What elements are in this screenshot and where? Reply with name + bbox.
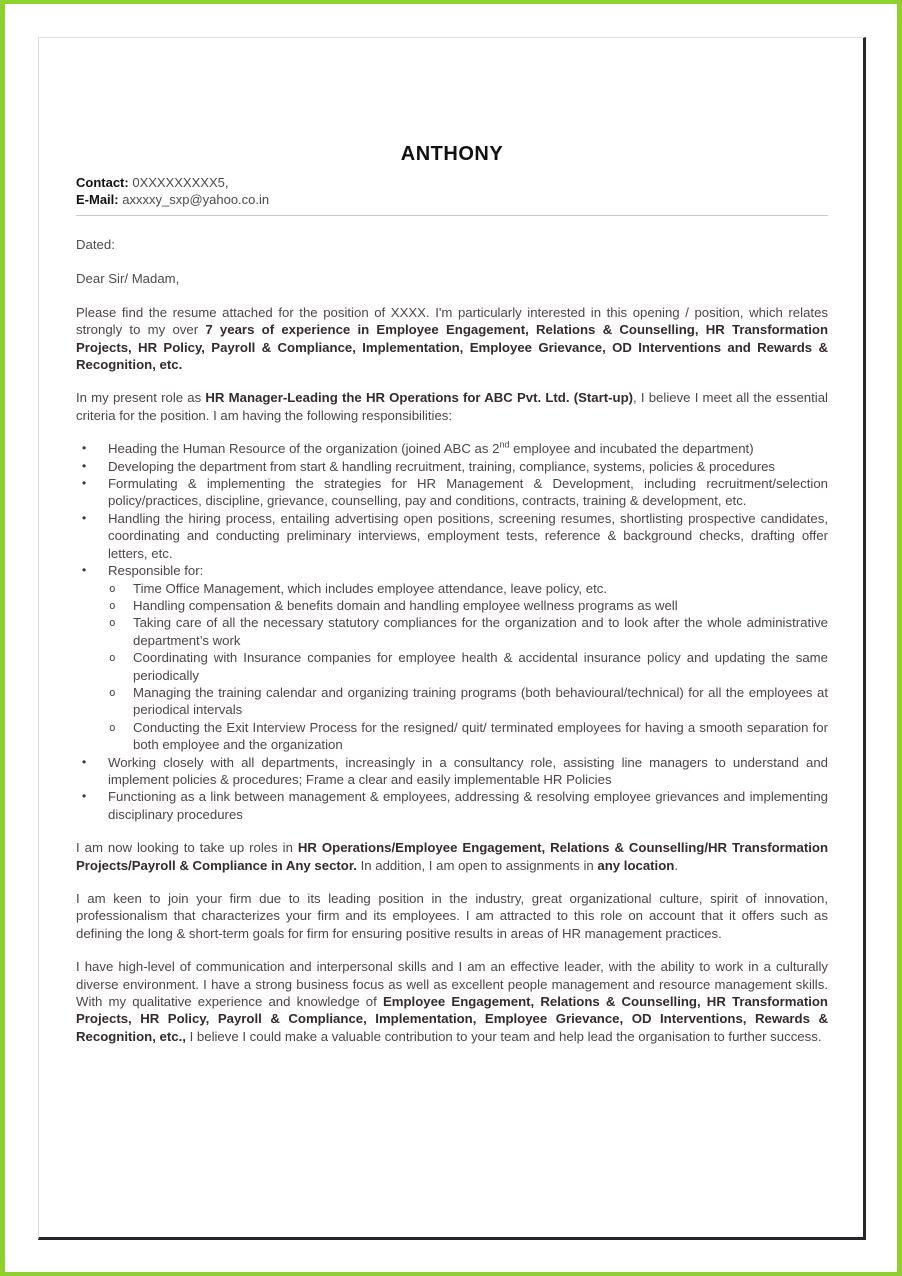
text-run: Employee Engagement, Relations & Counselling, HR Transformation Projects, HR Policy, Payroll & Compliance, Implementation, Employee Grievance, OD Interventions, Rewards & Recognition, etc., — [76, 994, 828, 1044]
bullet-item — [76, 788, 828, 823]
bullet-text — [108, 789, 828, 821]
paragraph-intro — [76, 304, 828, 374]
text-run: Please find the resume attached for the position of XXXX. I'm particularly interested in this opening / position, which relates strongly to my over — [76, 304, 828, 338]
contact-block — [76, 174, 828, 216]
bullet-item — [76, 458, 828, 475]
text-run: Managing the training calendar and organizing training programs (both behavioural/technical) for all the employees at periodical intervals — [133, 684, 828, 718]
text-run: nd — [499, 439, 510, 450]
bullet-disc-icon: • — [82, 754, 87, 769]
bullet-item — [76, 562, 828, 579]
text-run: HR Operations/Employee Engagement, Relations & Counselling/HR Transformation Projects/Payroll & Compliance in Any sector. — [76, 840, 829, 873]
text-run: HR Manager-Leading the HR Operations for ABC Pvt. Ltd. (Start-up) — [205, 390, 634, 406]
text-run: I am now looking to take up roles in — [76, 840, 298, 856]
contact-line — [76, 174, 828, 191]
bullet-text — [133, 650, 828, 682]
text-run: In my present role as — [76, 390, 206, 406]
text-run: Developing the department from start & handling recruitment, training, compliance, systems, policies & procedures — [108, 458, 776, 474]
bullet-text — [108, 476, 828, 508]
bullet-circle-icon: o — [109, 598, 116, 612]
email-label: E-Mail: — [76, 192, 119, 207]
text-run: Responsible for: — [108, 563, 204, 579]
bullet-disc-icon: • — [82, 789, 87, 804]
bullet-item — [76, 440, 828, 457]
text-run: Time Office Management, which includes employee attendance, leave policy, etc. — [133, 580, 608, 596]
salutation: Dear Sir/ Madam, — [76, 271, 180, 287]
sub-bullet-item — [76, 649, 828, 684]
bullet-circle-icon: o — [109, 685, 116, 699]
letter-title: ANTHONY — [400, 143, 504, 165]
bullet-circle-icon: o — [109, 651, 116, 665]
letter-content — [76, 38, 828, 1045]
text-run: Working closely with all departments, increasingly in a consultancy role, assisting line managers to understand and implement policies & procedures; Frame a clear and easily implementable HR Policies — [108, 754, 828, 787]
sub-bullet-item — [76, 614, 828, 649]
text-run: 7 years of experience in Employee Engagement, Relations & Counselling, HR Transformation Projects, HR Policy, Payroll & Compliance, Implementation, Employee Grievance, OD Interventions and Rewards & Recognition, etc. — [76, 322, 829, 373]
paragraph-skills-closing — [76, 958, 828, 1045]
contact-label: Contact: — [76, 175, 129, 190]
paragraph-present-role — [76, 389, 828, 424]
text-run: . — [674, 857, 679, 873]
text-run: I am keen to join your firm due to its leading position in the industry, great organizational culture, spirit of innovation, professionalism that characterizes your firm and its employees. I am attracted to this role on account that it offers such as defining the long & short-term goals for firm for ensuring positive results in areas of HR management practices. — [76, 891, 828, 941]
bullet-text — [133, 720, 828, 752]
paragraph-target-roles — [76, 839, 828, 874]
responsibilities-list — [76, 440, 828, 823]
text-run: employee and incubated the department) — [509, 441, 754, 457]
text-run: I have high-level of communication and interpersonal skills and I am an effective leader, with the ability to work in a culturally diverse environment. I have a strong business focus as well as excellent people management and resource management skills. With my qualitative experience and knowledge of — [76, 959, 828, 1010]
bullet-text — [108, 511, 828, 561]
text-run: Handling the hiring process, entailing advertising open positions, screening resumes, shortlisting prospective candidates, coordinating and conducting preliminary interviews, employment tests, reference & background checks, drafting offer letters, etc. — [108, 510, 828, 561]
text-run: Conducting the Exit Interview Process for the resigned/ quit/ terminated employees for having a smooth separation for both employee and the organization — [133, 719, 828, 753]
bullet-circle-icon: o — [109, 720, 116, 734]
dated-line: Dated: — [76, 237, 115, 252]
text-run: Formulating & implementing the strategies for HR Management & Development, including recruitment/selection policy/practices, discipline, grievance, counselling, pay and conditions, contracts, training & development, etc. — [108, 476, 828, 509]
bullet-circle-icon: o — [109, 581, 116, 595]
bullet-disc-icon: • — [82, 458, 87, 473]
text-run: Heading the Human Resource of the organization (joined ABC as 2 — [108, 441, 500, 457]
sub-bullet-item — [76, 597, 828, 614]
bullet-text — [108, 755, 828, 787]
sub-bullet-item — [76, 684, 828, 719]
bullet-text — [133, 685, 828, 717]
bullet-text — [133, 598, 678, 613]
email-value: axxxxy_sxp@yahoo.co.in — [122, 192, 270, 207]
email-line — [76, 191, 828, 208]
text-run: Taking care of all the necessary statutory compliances for the organization and to look after the whole administrative department’s work — [133, 615, 828, 648]
bullet-text — [108, 563, 203, 578]
bullet-disc-icon: • — [82, 441, 87, 456]
bullet-text — [108, 441, 754, 456]
sub-bullet-item — [76, 719, 828, 754]
text-run: Coordinating with Insurance companies for employee health & accidental insurance policy and updating the same periodically — [133, 650, 828, 683]
paragraph-why-firm — [76, 890, 828, 942]
bullet-disc-icon: • — [82, 476, 87, 491]
contact-value: 0XXXXXXXXX5, — [132, 175, 229, 190]
bullet-disc-icon: • — [82, 563, 87, 578]
bullet-item — [76, 754, 828, 789]
letter-sheet — [38, 37, 866, 1240]
text-run: In addition, I am open to assignments in — [356, 857, 598, 873]
bullet-item — [76, 510, 828, 562]
text-run: Functioning as a link between management & employees, addressing & resolving employee grievances and implementing disciplinary procedures — [108, 789, 828, 822]
bullet-text — [133, 581, 607, 596]
bullet-text — [133, 615, 828, 647]
sub-bullet-item — [76, 580, 828, 597]
text-run: any location — [597, 857, 675, 873]
text-run: I believe I could make a valuable contribution to your team and help lead the organisation to further success. — [185, 1028, 822, 1044]
bullet-text — [108, 459, 775, 474]
text-run: , I believe I meet all the essential criteria for the position. I am having the following responsibilities: — [76, 390, 828, 423]
bullet-item — [76, 475, 828, 510]
bullet-circle-icon: o — [109, 616, 116, 630]
bullet-disc-icon: • — [82, 510, 87, 525]
text-run: Handling compensation & benefits domain and handling employee wellness programs as well — [133, 597, 678, 613]
